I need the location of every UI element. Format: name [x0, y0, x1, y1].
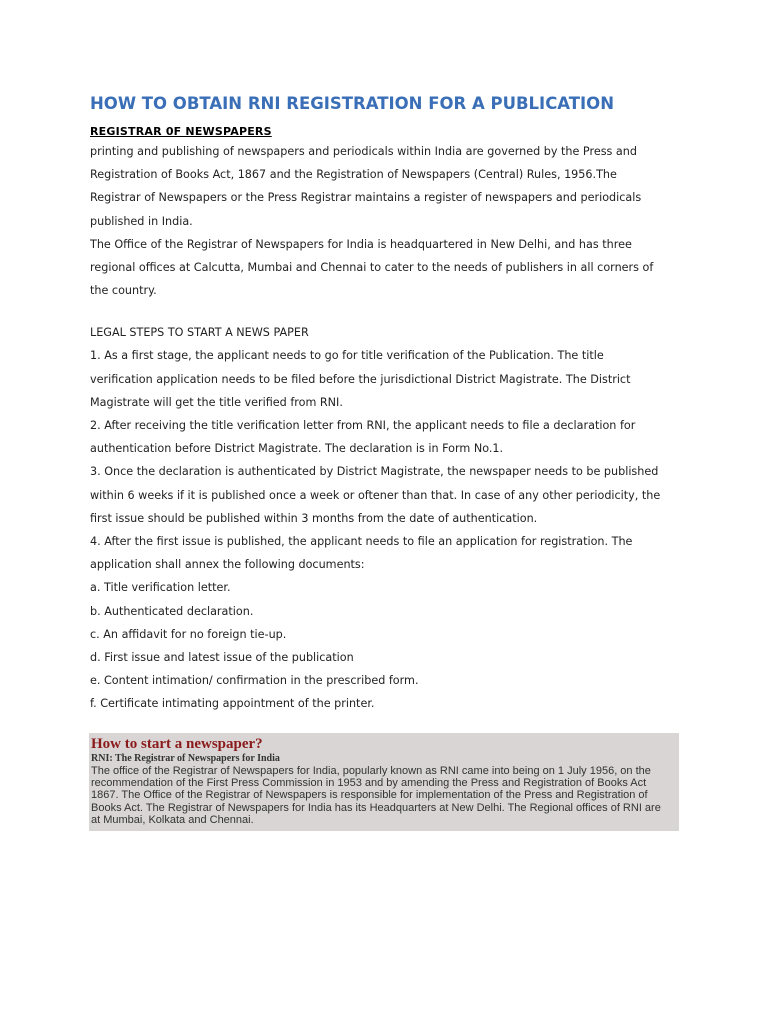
step-line: 3. Once the declaration is authenticated by District Magistrate, the newspaper needs to be published	[90, 465, 659, 479]
document-item: b. Authenticated declaration.	[90, 604, 254, 618]
step-line: within 6 weeks if it is published once a week or oftener than that. In case of any other periodicity, the	[90, 488, 661, 502]
document-item: e. Content intimation/ confirmation in the prescribed form.	[90, 674, 419, 688]
spacer	[90, 302, 680, 321]
box-line: Books Act. The Registrar of Newspapers for India has its Headquarters at New Delhi. The Regional offices of RNI are	[91, 801, 661, 814]
step-line: Magistrate will get the title verified from RNI.	[90, 395, 343, 409]
document-page	[90, 92, 680, 716]
text-line: Registration of Books Act, 1867 and the Registration of Newspapers (Central) Rules, 1956.The	[90, 168, 617, 182]
intro-paragraph	[90, 140, 680, 302]
document-item: c. An affidavit for no foreign tie-up.	[90, 627, 287, 641]
text-line: The Office of the Registrar of Newspapers for India is headquartered in New Delhi, and has three	[90, 237, 632, 251]
text-line: the country.	[90, 284, 157, 298]
steps-list	[90, 344, 680, 715]
info-box	[89, 733, 679, 831]
step-line: verification application needs to be filed before the jurisdictional District Magistrate. The District	[90, 372, 631, 386]
box-line: at Mumbai, Kolkata and Chennai.	[91, 813, 254, 826]
step-line: first issue should be published within 3 months from the date of authentication.	[90, 511, 538, 525]
step-line: 1. As a first stage, the applicant needs to go for title verification of the Publication. The title	[90, 349, 604, 363]
section-subheading: REGISTRAR 0F NEWSPAPERS	[90, 125, 272, 138]
info-box-subtitle: RNI: The Registrar of Newspapers for India	[91, 753, 280, 764]
document-item: f. Certificate intimating appointment of the printer.	[90, 697, 375, 711]
box-line: The office of the Registrar of Newspapers for India, popularly known as RNI came into being on 1 July 1956, on the	[91, 765, 651, 777]
info-box-body	[91, 765, 679, 826]
box-line: recommendation of the First Press Commission in 1953 and by amending the Press and Registration of Books Act	[91, 777, 647, 790]
document-item: a. Title verification letter.	[90, 581, 231, 595]
step-line: 4. After the first issue is published, the applicant needs to file an application for registration. The	[90, 535, 633, 549]
text-line: printing and publishing of newspapers and periodicals within India are governed by the Press and	[90, 145, 637, 158]
document-item: d. First issue and latest issue of the publication	[90, 651, 354, 665]
step-line: 2. After receiving the title verification letter from RNI, the applicant needs to file a declaration for	[90, 419, 636, 433]
legal-steps-heading: LEGAL STEPS TO START A NEWS PAPER	[90, 326, 309, 340]
step-line: authentication before District Magistrate. The declaration is in Form No.1.	[90, 442, 504, 456]
page-title: HOW TO OBTAIN RNI REGISTRATION FOR A PUBLICATION	[90, 94, 615, 113]
text-line: Registrar of Newspapers or the Press Registrar maintains a register of newspapers and periodicals	[90, 191, 642, 205]
box-line: 1867. The Office of the Registrar of Newspapers is responsible for implementation of the Press and Registration of	[91, 789, 648, 802]
step-line: application shall annex the following documents:	[90, 558, 365, 572]
info-box-title: How to start a newspaper?	[91, 736, 263, 752]
text-line: regional offices at Calcutta, Mumbai and Chennai to cater to the needs of publishers in all corners of	[90, 261, 654, 275]
text-line: published in India.	[90, 214, 193, 228]
